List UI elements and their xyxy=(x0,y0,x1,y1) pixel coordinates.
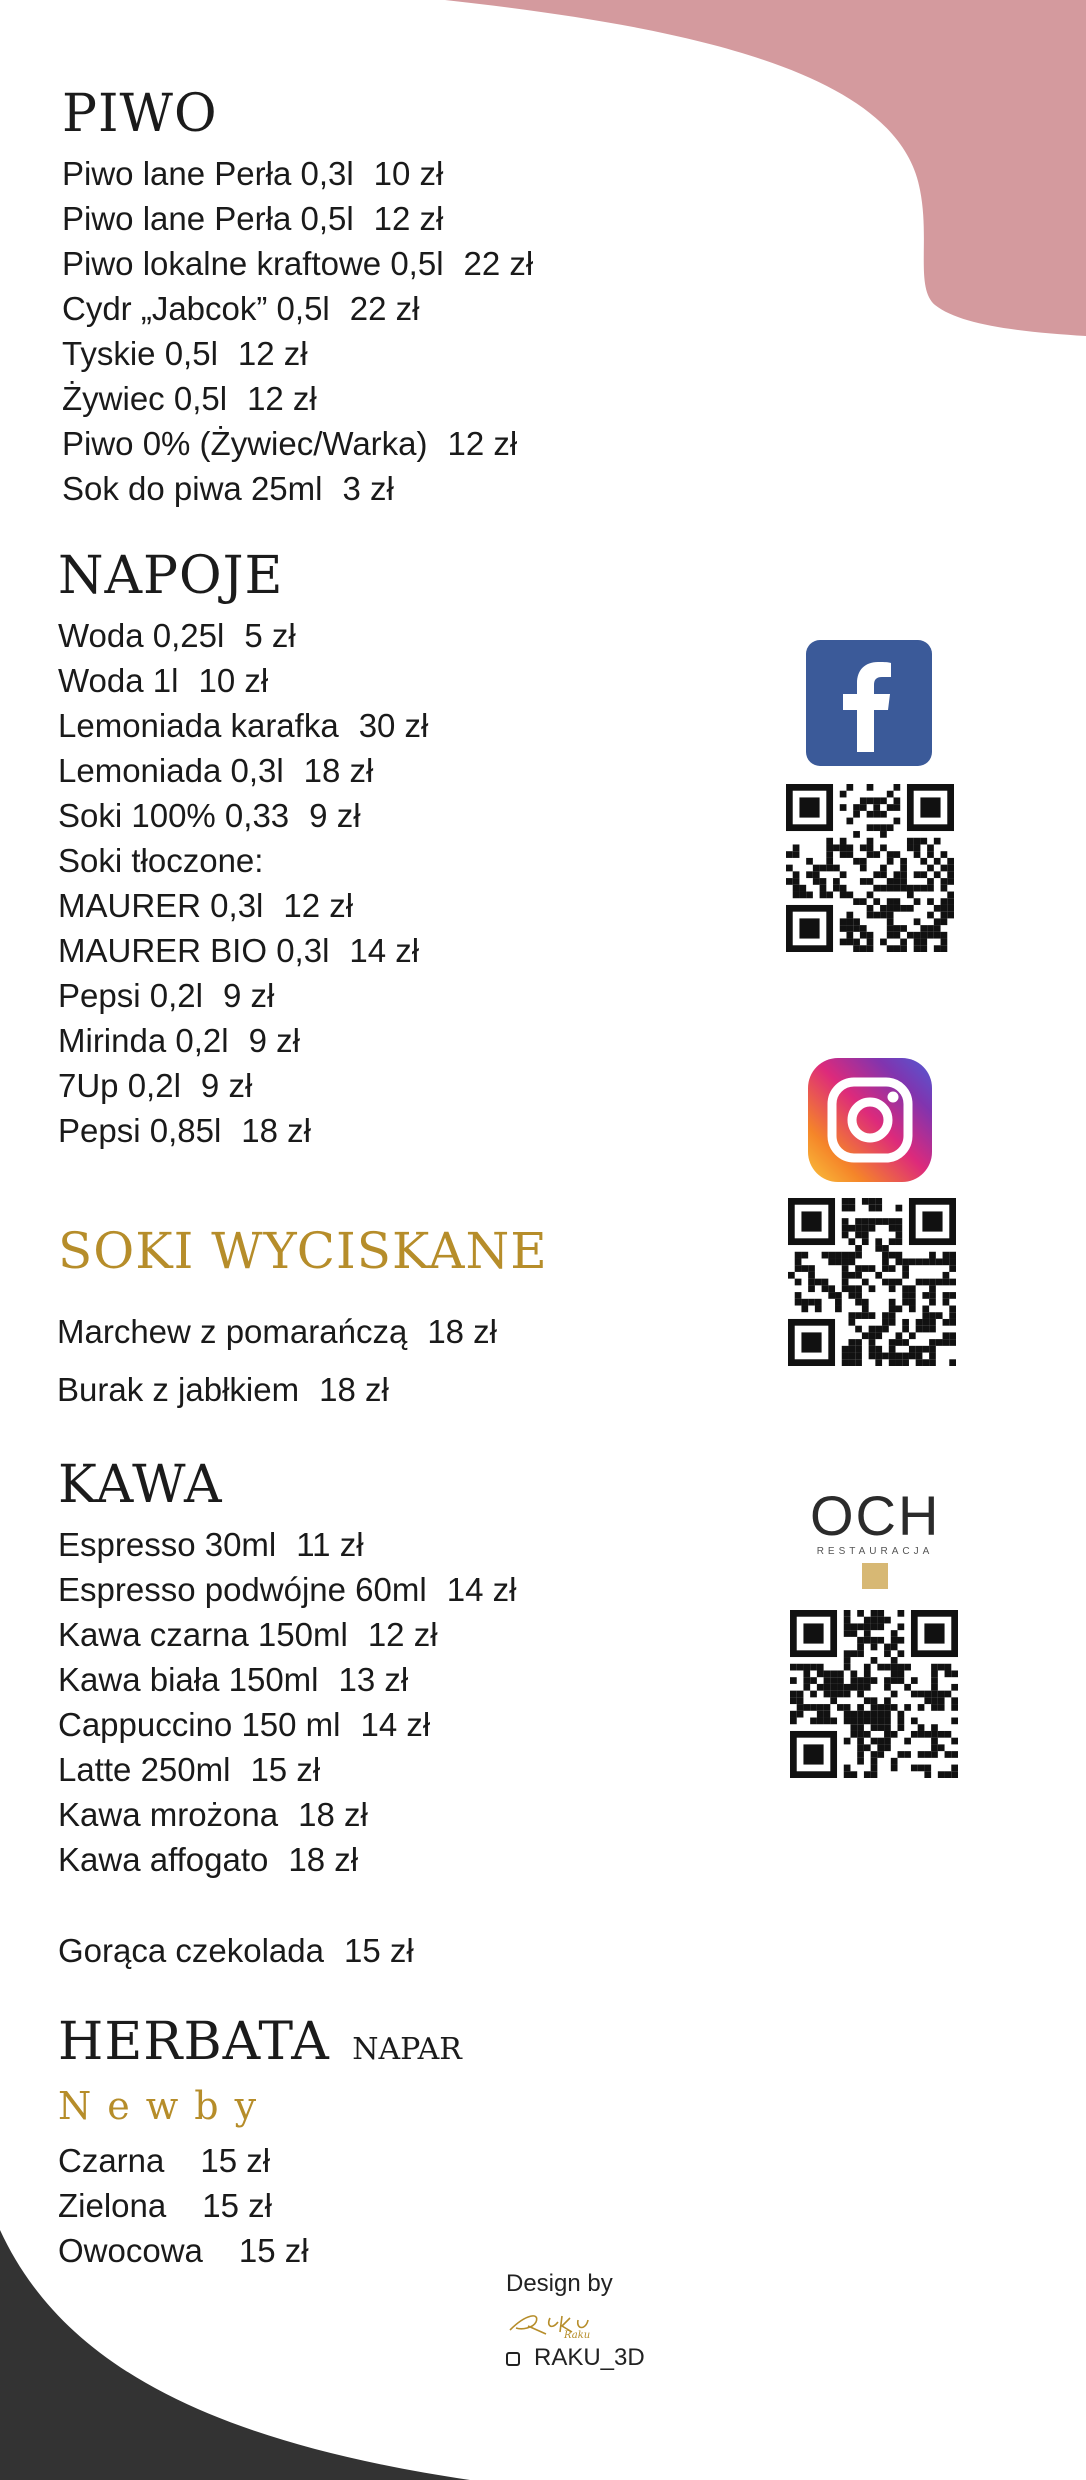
list-item xyxy=(58,973,428,1018)
list-item xyxy=(62,466,533,511)
item-name: Piwo lane Perła 0,5l xyxy=(62,200,354,237)
list-item xyxy=(58,1747,516,1792)
item-price: 12 zł xyxy=(447,425,518,462)
section-title-soki: SOKI WYCISKANE xyxy=(58,1222,548,1280)
list-item xyxy=(62,151,533,196)
instagram-handle-row xyxy=(506,2344,645,2372)
list-item xyxy=(62,331,533,376)
item-name: 7Up 0,2l xyxy=(58,1067,181,1104)
item-price: 15 zł xyxy=(343,1932,414,1969)
item-price: 13 zł xyxy=(338,1661,409,1698)
signature-logo xyxy=(506,2304,606,2340)
item-name: Piwo 0% (Żywiec/Warka) xyxy=(62,425,428,462)
och-logo-text: OCH xyxy=(810,1484,941,1547)
item-price: 12 zł xyxy=(237,335,308,372)
herbata-list xyxy=(58,2138,309,2273)
brand-newby: Newby xyxy=(58,2084,273,2128)
list-item xyxy=(58,1657,516,1702)
list-item xyxy=(62,241,533,286)
och-qr-code[interactable] xyxy=(790,1610,958,1778)
item-price: 22 zł xyxy=(463,245,534,282)
item-name: Burak z jabłkiem xyxy=(57,1371,300,1408)
svg-text:Raku: Raku xyxy=(564,2330,591,2340)
list-item xyxy=(58,1792,516,1837)
item-name: Piwo lane Perła 0,3l xyxy=(62,155,354,192)
item-name: Espresso podwójne 60ml xyxy=(58,1571,427,1608)
item-name: Pepsi 0,85l xyxy=(58,1112,222,1149)
list-item xyxy=(58,793,428,838)
list-item xyxy=(58,883,428,928)
item-name: Lemoniada karafka xyxy=(58,707,339,744)
piwo-list xyxy=(62,151,533,511)
list-item xyxy=(62,421,533,466)
list-item xyxy=(58,1063,428,1108)
item-name: Cydr „Jabcok” 0,5l xyxy=(62,290,330,327)
item-price: 18 zł xyxy=(241,1112,311,1149)
item-name: Kawa mrożona xyxy=(58,1796,279,1833)
item-name: MAURER 0,3l xyxy=(58,887,264,924)
instagram-handle[interactable]: RAKU_3D xyxy=(534,2344,645,2371)
design-credit xyxy=(506,2270,645,2372)
och-logo-subtitle: RESTAURACJA xyxy=(816,1546,934,1557)
section-title-napoje: NAPOJE xyxy=(58,546,284,606)
item-name: Gorąca czekolada xyxy=(58,1932,324,1969)
item-price: 12 zł xyxy=(367,1616,438,1653)
item-name: Tyskie 0,5l xyxy=(62,335,218,372)
instagram-icon[interactable] xyxy=(808,1058,932,1182)
item-price: 14 zł xyxy=(360,1706,431,1743)
list-item xyxy=(58,928,428,973)
section-title-kawa: KAWA xyxy=(58,1455,223,1515)
herbata-title: HERBATA xyxy=(58,2012,330,2072)
kawa-extra xyxy=(58,1928,414,1973)
list-item xyxy=(58,1567,516,1612)
item-price: 10 zł xyxy=(373,155,444,192)
item-price: 22 zł xyxy=(349,290,420,327)
list-item xyxy=(58,838,428,883)
design-by-label: Design by xyxy=(506,2270,613,2297)
item-name: Lemoniada 0,3l xyxy=(58,752,284,789)
item-price: 12 zł xyxy=(247,380,317,417)
kawa-list xyxy=(58,1522,516,1882)
list-item xyxy=(58,703,428,748)
list-item xyxy=(58,613,428,658)
item-price: 14 zł xyxy=(349,932,420,969)
list-item xyxy=(58,658,428,703)
och-restaurant-logo xyxy=(810,1484,941,1594)
list-item xyxy=(57,1303,497,1361)
section-title-herbata xyxy=(58,2012,462,2072)
item-name: Marchew z pomarańczą xyxy=(57,1313,408,1350)
small-instagram-icon xyxy=(506,2352,520,2366)
item-name: Soki 100% 0,33 xyxy=(58,797,290,834)
herbata-subtitle: NAPAR xyxy=(352,2032,462,2067)
item-price: 10 zł xyxy=(198,662,269,699)
item-name: Woda 1l xyxy=(58,662,179,699)
list-item xyxy=(58,1702,516,1747)
item-price: 14 zł xyxy=(446,1571,517,1608)
list-item xyxy=(58,1522,516,1567)
item-price: 9 zł xyxy=(222,977,275,1014)
item-price: 30 zł xyxy=(358,707,429,744)
och-logo-mark xyxy=(862,1563,888,1589)
item-name: Pepsi 0,2l xyxy=(58,977,203,1014)
soki-list xyxy=(57,1303,497,1419)
item-price: 9 zł xyxy=(200,1067,253,1104)
item-name: Kawa czarna 150ml xyxy=(58,1616,348,1653)
item-name: Woda 0,25l xyxy=(58,617,225,654)
item-name: Espresso 30ml xyxy=(58,1526,277,1563)
item-price: 12 zł xyxy=(373,200,444,237)
list-item xyxy=(62,376,533,421)
list-item xyxy=(58,1837,516,1882)
item-price: 18 zł xyxy=(298,1796,368,1833)
item-name: Cappuccino 150 ml xyxy=(58,1706,341,1743)
item-name: Czarna xyxy=(58,2142,165,2179)
item-name: Mirinda 0,2l xyxy=(58,1022,229,1059)
item-name: Zielona xyxy=(58,2187,167,2224)
item-price: 18 zł xyxy=(319,1371,389,1408)
facebook-icon[interactable] xyxy=(806,640,932,766)
item-price: 5 zł xyxy=(244,617,296,654)
item-name: Kawa affogato xyxy=(58,1841,269,1878)
item-price: 15 zł xyxy=(202,2187,272,2224)
pink-wave-shape xyxy=(445,0,1086,336)
list-item xyxy=(58,1612,516,1657)
item-price: 11 zł xyxy=(296,1526,364,1563)
item-price: 15 zł xyxy=(250,1751,321,1788)
list-item xyxy=(58,748,428,793)
item-price: 12 zł xyxy=(283,887,354,924)
list-item xyxy=(62,286,533,331)
list-item xyxy=(58,1108,428,1153)
item-price: 15 zł xyxy=(200,2142,271,2179)
facebook-qr-code[interactable] xyxy=(786,784,954,952)
item-price: 18 zł xyxy=(427,1313,498,1350)
list-item xyxy=(62,196,533,241)
item-name: Żywiec 0,5l xyxy=(62,380,228,417)
list-item xyxy=(58,2138,309,2183)
facebook-f-glyph xyxy=(806,640,932,766)
list-item xyxy=(58,1928,414,1973)
item-price: 9 zł xyxy=(248,1022,300,1059)
section-title-piwo: PIWO xyxy=(62,84,218,144)
item-name: Latte 250ml xyxy=(58,1751,231,1788)
list-item xyxy=(58,1018,428,1063)
list-item xyxy=(58,2183,309,2228)
napoje-list xyxy=(58,613,428,1153)
list-item xyxy=(57,1361,497,1419)
item-price: 18 zł xyxy=(288,1841,359,1878)
instagram-camera-glyph xyxy=(808,1058,932,1182)
item-name: Sok do piwa 25ml xyxy=(62,470,323,507)
item-name: Soki tłoczone: xyxy=(58,842,264,879)
list-item xyxy=(58,2228,309,2273)
item-name: Kawa biała 150ml xyxy=(58,1661,319,1698)
item-name: Owocowa xyxy=(58,2232,203,2269)
item-price: 18 zł xyxy=(303,752,374,789)
instagram-qr-code[interactable] xyxy=(788,1198,956,1366)
raku-signature xyxy=(506,2304,645,2340)
item-price: 9 zł xyxy=(309,797,361,834)
item-price: 3 zł xyxy=(342,470,394,507)
item-price: 15 zł xyxy=(238,2232,309,2269)
item-name: Piwo lokalne kraftowe 0,5l xyxy=(62,245,444,282)
item-name: MAURER BIO 0,3l xyxy=(58,932,330,969)
